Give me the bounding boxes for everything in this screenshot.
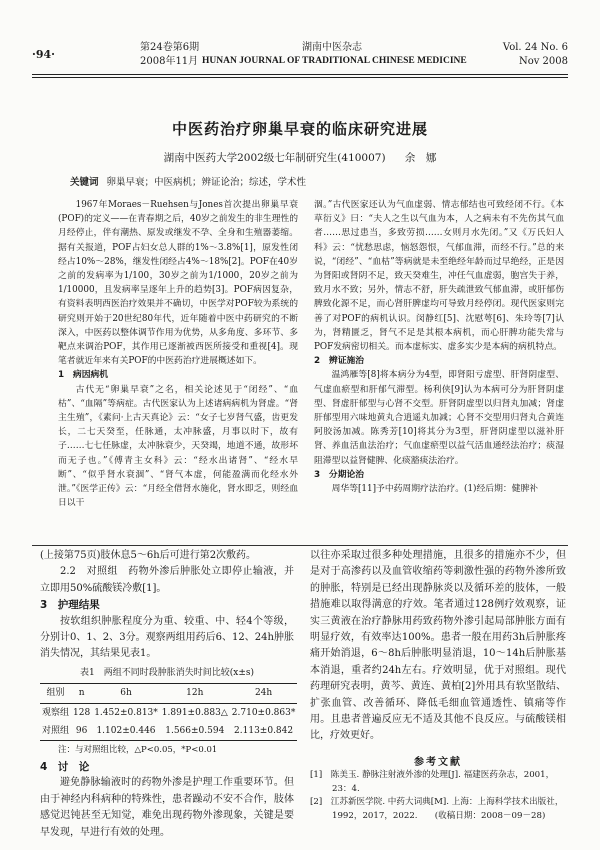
- table-cell: 128: [73, 707, 91, 718]
- affiliation: 湖南中医药大学2002级七年制研究生(410007): [163, 152, 386, 164]
- table-header-cell: 组别: [46, 688, 65, 699]
- article-title: 中医药治疗卵巢早衰的临床研究进展: [171, 120, 428, 138]
- table-header-cell: 6h: [120, 688, 132, 699]
- table-caption: 表1 两组不同时段肿胀消失时间比较(x±s): [80, 667, 254, 678]
- references-heading: 参考文献: [414, 757, 462, 768]
- running-header: [32, 40, 568, 74]
- table-cell: 对照组: [42, 726, 70, 737]
- header-rule-thin: [32, 77, 568, 78]
- byline: [0, 150, 600, 165]
- date-en: Nov 2008: [518, 56, 568, 67]
- intro-paragraph: 1967年Moraes－Ruehsen与Jones首次提出卵巢早衰(POF)的定义——在青春期之后，40岁之前发生的非生理性的月经停止，伴有潮热、原发或继发不孕、全身和生殖器萎缩。据有关报道，POF占妇女总人群的1%～3.8%[1]，原发性闭经占10%～28%，继发性闭经占4%～18%[2]。POF在40岁之前的发病率为1/100，30岁之前为1/1000，20岁之前为1/10000，且发病率呈逐年上升的趋势[3]。POF病因复杂，有资料表明西医治疗效果并不确切，中医学对POF较为系统的研究则开始于20世纪80年代，近年随着中医中药研究的不断深入，中医药以整体调节作用为优势，从多角度、多环节、多靶点来调治POF，其作用已逐渐被西医所接受和重视[4]。现笔者就近年来有关POF的中医药治疗进展概述如下。: [58, 200, 298, 367]
- keywords-text: 卵巢早衰；中医病机；辨证论治；综述，学术性: [106, 177, 307, 188]
- syndrome-paragraph: 温鸿雁等[8]将本病分为4型，即肾阳亏虚型、肝肾阴虚型、气虚血瘀型和肝郁气滞型。杨利侠[9]认为本病可分为肝肾阴虚型、肾虚肝郁型与心肾不交型。肝肾阴虚型以归肾丸加减；肾虚肝郁型用六味地黄丸合逍遥丸加减；心肾不交型用归肾丸合黄连阿胶汤加减。陈秀芳[10]将其分为3型，肝肾阴虚型以滋补肝肾、养血活血法治疗；气血虚瘀型以益气活血通经法治疗；痰湿阻滞型以益肾健脾、化痰豁痰法治疗。: [314, 370, 564, 466]
- etiology-continued: 涸。”古代医家还认为气血虚弱、情志郁结也可致经闭不行。《本草衍义》曰：“夫人之生以气血为本，人之病未有不先伤其气血者……思过患当，多致劳损……女则月水先闭。”又《万氏妇人科》云：“忧愁思虑，恼怒怨恨，气郁血滞，而经不行。”总的来说，“闭经”、“血枯”等病就是未至绝经年龄而过早绝经，正是因为肾阳或肾阴不足，致天癸难生，冲任气血虚弱，胞宫失于养，致月水不致；另外，情志不舒，肝失疏泄致气郁血滞，或肝郁伤脾致化源不足，而心肾肝脾虚均可导致月经停闭。现代医家则完善了对POF的病机认识。闵静红[5]、沈慰萼[6]、朱玲等[7]认为，肾精匮乏，肾气不足是其根本病机，而心肝脾功能失常与POF发病密切相关。而本虚标实、虚多实少是本病的病机特点。: [314, 200, 564, 353]
- table-header-cell: n: [78, 688, 85, 699]
- table-cell: 2.113±0.842: [234, 726, 294, 737]
- author-name: 余 娜: [404, 152, 437, 164]
- table-cell: 1.452±0.813*: [94, 707, 158, 718]
- reference-item: [1] 陈美玉. 静脉注射液外渗的处理[J]. 福建医药杂志，2001，23：4.: [310, 770, 555, 794]
- references: [310, 750, 566, 823]
- journal-name-en: HUNAN JOURNAL OF TRADITIONAL CHINESE MEDICINE: [202, 56, 467, 66]
- table-cell: 观察组: [42, 707, 70, 718]
- lower-left-column: [40, 548, 296, 838]
- page-number: ·94·: [32, 48, 55, 61]
- table-cell: 96: [75, 726, 88, 737]
- journal-name-cn: 湖南中医杂志: [302, 42, 362, 53]
- table-row: [40, 722, 297, 741]
- section-heading-syndrome: 2 辨证施治: [314, 356, 365, 367]
- continued-text: (上接第75页)肢休息5～6h后可进行第2次敷药。: [40, 550, 257, 561]
- date-cn: 2008年11月: [140, 56, 199, 67]
- staging-paragraph: 周华等[11]予中药周期疗法治疗。(1)经后期：健脾补: [331, 484, 539, 495]
- table-cell: 2.710±0.863*: [231, 707, 296, 718]
- section-heading-etiology: 1 病因病机: [58, 370, 109, 381]
- header-rule: [32, 74, 568, 75]
- table-note: 注：与对照组比较，△P<0.05，*P<0.01: [58, 745, 218, 756]
- section-heading-staging: 3 分期论治: [314, 469, 365, 480]
- keywords-label: 关键词: [70, 177, 99, 188]
- table-cell: 1.566±0.594: [165, 726, 225, 737]
- discussion-continued: 以往亦采取过很多种处理措施，且很多的措施亦不少，但是对于高渗药以及血管收缩药等刺激性强的药物外渗所致的肿胀，特别是已经出现静脉炎以及循环差的肢体，一般措施难以取得满意的疗效。笔者通过128例疗效观察，证实三黄液在治疗静脉用药致药物外渗引起局部肿胀方面有明显疗效，有效率达100%。患者一般在用药3h后肿胀疼痛开始消退，6～8h后肿胀明显消退，10～14h后肿胀基本消退，重者约24h左右。疗效明显，优于对照组。现代药理研究表明，黄芩、黄连、黄柏[2]外用具有软坚散结、扩张血管、改善循环、降低毛细血管通透性、镇痛等作用。且患者普遍反应无不适及其他不良反应。与硫酸镁相比，疗效更好。: [310, 550, 566, 742]
- section-heading-results: 3 护理结果: [40, 599, 100, 612]
- volume-en: Vol. 24 No. 6: [502, 42, 568, 53]
- table-row: [40, 703, 297, 722]
- results-table: [40, 683, 297, 741]
- results-paragraph: 按软组织肿胀程度分为重、较重、中、轻4个等级，分别计0、1、2、3分。观察两组用药后6、12、24h肿胀消失情况，其结果见表1。: [40, 615, 294, 660]
- table-header-row: [40, 684, 297, 703]
- etiology-paragraph: 古代无“卵巢早衰”之名，相关论述见于“闭经”、“血枯”、“血隔”等病症。古代医家认为上述诸病病机为肾虚。“肾主生殖”，《素问·上古天真论》云：“女子七岁肾气盛，齿更发长，二七天癸至，任脉通，太冲脉盛，月事以时下，故有子……七七任脉虚，太冲脉衰少，天癸竭，地道不通，故形坏而无子也。”《傅青主女科》云：“经水出诸肾”、“经水早断”、“似乎肾水衰涸”、“肾气本虚，何能盈满而化经水外泄。”《医学正传》云：“月经全借肾水施化，肾水即乏，则经血日以干: [58, 384, 298, 509]
- control-group-paragraph: 2.2 对照组 药物外渗后肿胀处立即停止输液，并立即用50%硫酸镁冷敷[1]。: [40, 566, 294, 594]
- article-divider: [32, 545, 568, 546]
- table-cell: 1.102±0.446: [96, 726, 156, 737]
- table-header-cell: 12h: [186, 688, 204, 699]
- table-header-cell: 24h: [254, 688, 273, 699]
- article-left-column: [58, 198, 298, 546]
- keywords: [70, 174, 560, 188]
- section-heading-discussion: 4 讨 论: [40, 760, 90, 773]
- reference-item: [2] 江苏新医学院. 中药大词典[M]. 上海：上海科学技术出版社，1992，2017，2022. (收稿日期：2008－09－28): [310, 797, 564, 821]
- volume-cn: 第24卷第6期: [140, 42, 200, 53]
- article-right-column: [314, 198, 564, 546]
- lower-right-column: [310, 548, 566, 744]
- table-cell: 1.891±0.883△: [161, 707, 228, 718]
- discussion-paragraph: 避免静脉输液时的药物外渗是护理工作重要环节。但由于神经内科病种的特殊性，患者躁动不安不合作，肢体感觉迟钝甚至无知觉，难免出现药物外渗现象，关键是要早发现，早进行有效的处理。: [40, 777, 294, 838]
